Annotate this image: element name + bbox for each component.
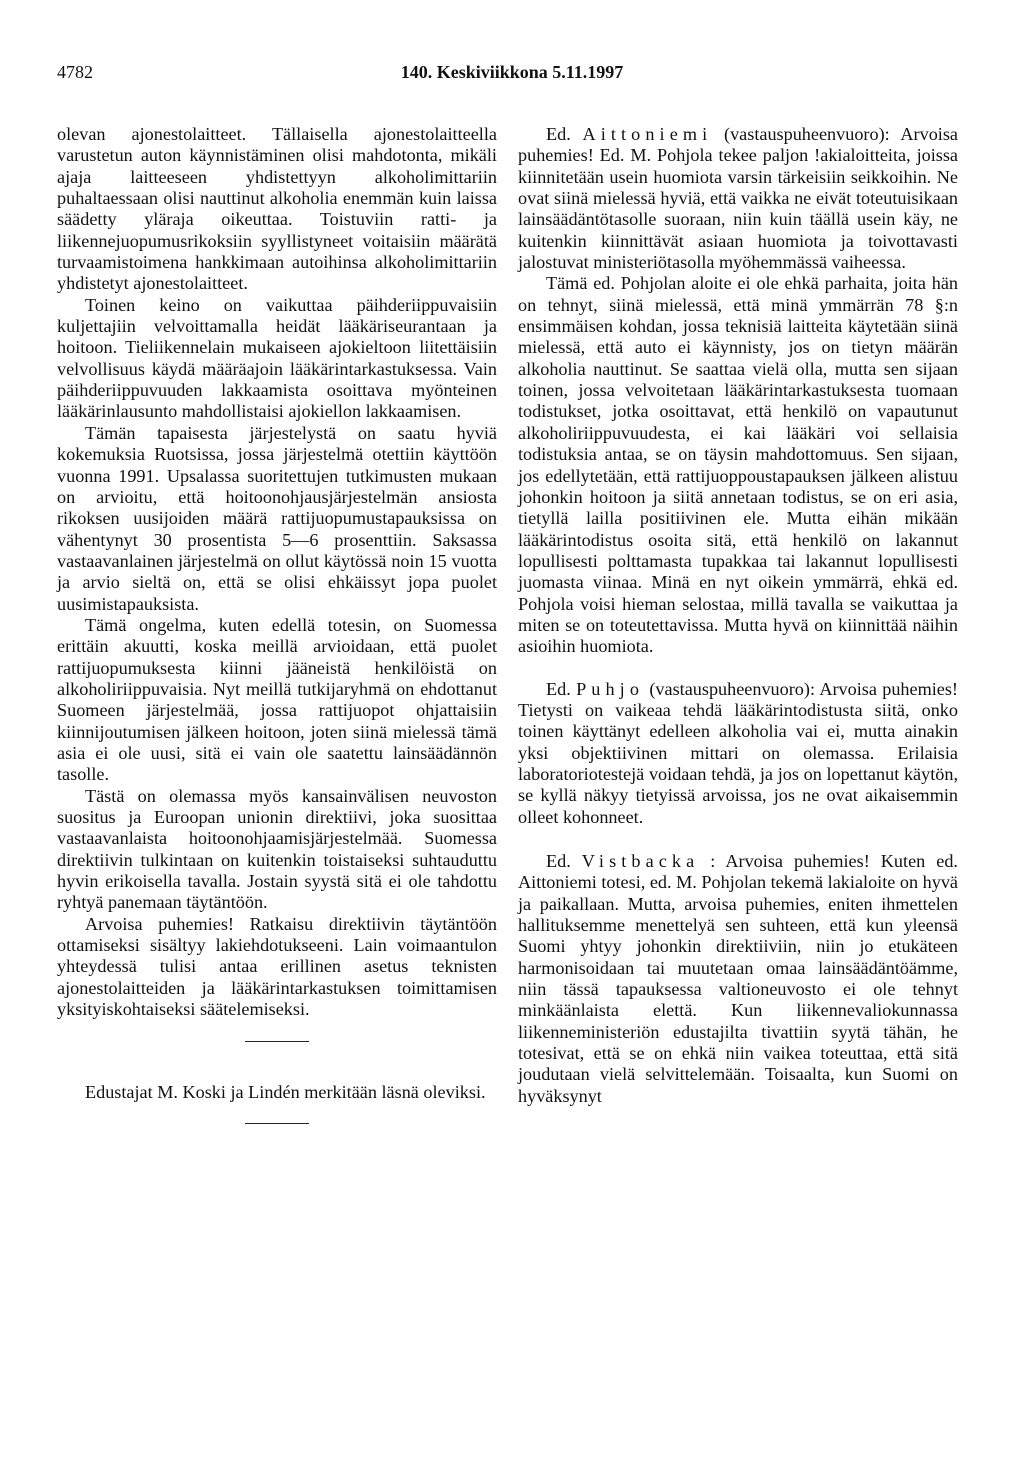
left-column bbox=[57, 124, 497, 1124]
speech-text: : Arvoisa puhemies! Kuten ed. Aittoniemi totesi, ed. M. Pohjolan tekemä lakialoite on hyvä ja paikallaan. Mutta, arvoisa puhemies, eniten ihmettelen hallituksemme menettelyä sen suhteen, että kun yleensä Suomi yhtyy johonkin direktiiviin, niin jo etukäteen harmonisoidaan tai muutetaan omaa lainsäädäntöämme, niin tässä tapauksessa valtioneuvosto ei ole tehnyt minkäänlaista elettä. Kun liikennevaliokunnassa liikenneministeriön edustajilta tivattiin syytä tähän, he totesivat, että se on ehkä niin vaikea toteuttaa, että sitä joudutaan vielä selvittelemään. Toisaalta, kun Suomi on hyväksynyt bbox=[518, 851, 958, 1106]
spacer bbox=[518, 658, 958, 679]
speech-text: (vastauspuheenvuoro): Arvoisa puhemies! Tietysti on vaikeaa tehdä lääkärintodistusta siitä, onko toinen käyttänyt edelleen alkoholia vai ei, mutta ainakin yksi objektiivinen mittari on olemassa. Erilaisia laboratoriotestejä voidaan tehdä, ja jos on lopettanut käytön, se kyllä näkyy tietyissä arvoissa, jos ne ovat aikaisemmin olleet kohonneet. bbox=[518, 678, 958, 827]
paragraph: Tämä ongelma, kuten edellä totesin, on Suomessa erittäin akuutti, koska meillä arvioidaan, että puolet rattijuopumuksesta kiinni jääneistä henkilöistä on alkoholiriippuvaisia. Nyt meillä tutkijaryhmä on ehdottanut Suomeen järjestelmää, jossa rattijuopot ohjattaisiin kiinnijoutumisen jälkeen hoitoon, joten siinä mielessä tämä asia ei ole uusi, sitä ei vain ole saatettu lainsäädännön tasolle. bbox=[57, 614, 497, 785]
paragraph: Tämä ed. Pohjolan aloite ei ole ehkä parhaita, joita hän on tehnyt, siinä mielessä, että minä ymmärrän 78 §:n ensimmäisen kohdan, jossa teknisiä laitteita käytetään siinä mielessä, että auto ei käynnisty, jos on tietyn määrän alkoholia nauttinut. Se saattaa vielä olla, mutta sen sijaan toinen, jossa velvoitetaan lääkärintarkastuksesta tuomaan todistukset, jotka osoittavat, että henkilö on vapautunut alkoholiriippuvuudesta, ei kai lääkäri voi sellaisia todistuksia antaa, se on täysin mahdottomuus. Sen sijaan, jos edellytetään, että rattijuoppoustapauksen jälkeen alistuu johonkin hoitoon ja siitä annetaan todistus, se on eri asia, tietyllä lailla positiivinen ele. Mutta eihän mikään lääkärintodistus osoita sitä, että henkilö on lakannut lopullisesti polttamasta tupakkaa tai lakannut lopullisesti juomasta viinaa. Minä en nyt oikein ymmärrä, ehkä ed. Pohjola voisi hieman selostaa, millä tavalla se vaikuttaa ja miten se on toteutettavissa. Mutta hyvä on kiinnittää näihin asioihin huomiota. bbox=[518, 273, 958, 657]
speech-puhjo bbox=[518, 679, 958, 828]
attendance-note: Edustajat M. Koski ja Lindén merkitään läsnä oleviksi. bbox=[85, 1082, 486, 1103]
speaker-name: Aittoniemi bbox=[582, 124, 713, 144]
speaker-prefix: Ed. bbox=[546, 124, 583, 144]
paragraph: olevan ajonestolaitteet. Tällaisella ajonestolaitteella varustetun auton käynnistäminen olisi mahdotonta, mikäli ajaja laitteeseen yhdistettyyn alkoholimittariin puhaltaessaan olisi nauttinut alkoholia enemmän kuin laissa säädetty yläraja oikeuttaa. Toistuviin ratti- ja liikennejuopumusrikoksiin syyllistyneet voitaisiin määrätä turvaamistoimena hankkimaan autoihinsa alkoholimittariin yhdistetyt ajonestolaitteet. bbox=[57, 124, 497, 294]
right-column bbox=[518, 124, 958, 1107]
speech-vistbacka bbox=[518, 851, 958, 1107]
speaker-prefix: Ed. bbox=[546, 851, 582, 871]
session-title: 140. Keskiviikkona 5.11.1997 bbox=[400, 62, 624, 82]
page-number: 4782 bbox=[57, 62, 93, 82]
paragraph: Arvoisa puhemies! Ratkaisu direktiivin täytäntöön ottamiseksi sisältyy lakiehdotukseeni. Lain voimaantulon yhteydessä tulisi antaa erillinen asetus teknisten ajonestolaitteiden ja lääkärintarkastuksen toimittamisen yksityiskohtaiseksi säätelemiseksi. bbox=[57, 913, 497, 1020]
paragraph: Tästä on olemassa myös kansainvälisen neuvoston suositus ja Euroopan unionin direktiivi, joka suosittaa vastaavanlaista hoitoonohjaamisjärjestelmää. Suomessa direktiivin tulkintaan on kuitenkin toistaiseksi suhtauduttu hyvin erikoisella tavalla. Jostain syystä sitä ei ole tahdottu ryhtyä panemaan täytäntöön. bbox=[57, 785, 497, 913]
page-header bbox=[57, 62, 967, 86]
section-divider bbox=[245, 1123, 309, 1124]
speaker-name: Puhjo bbox=[576, 678, 645, 699]
spacer bbox=[518, 828, 958, 851]
speaker-prefix: Ed. bbox=[546, 678, 577, 699]
paragraph: Tämän tapaisesta järjestelystä on saatu hyviä kokemuksia Ruotsissa, jossa järjestelmä otettiin käyttöön vuonna 1991. Upsalassa suoritettujen tutkimusten mukaan on arvioitu, että hoitoonohjausjärjestelmän ansiosta rikoksen uusijoiden määrä rattijuopumustapauksissa on vähentynyt 30 prosentista 5—6 prosenttiin. Saksassa vastaavanlainen järjestelmä on ollut käytössä noin 15 vuotta ja arvio sieltä on, että se olisi ehkäissyt jopa puolet uusimistapauksista. bbox=[57, 422, 497, 614]
paragraph: Toinen keino on vaikuttaa päihderiippuvaisiin kuljettajiin velvoittamalla heidät lääkäriseurantaan ja hoitoon. Tieliikennelain mukaiseen ajokieltoon liitettäisiin velvollisuus käydä määräajoin lääkärintarkastuksessa. Vain päihderiippuvuuden lakkaamista osoittava myönteinen lääkärinlausunto mahdollistaisi ajokiellon lakkaamisen. bbox=[57, 294, 497, 422]
section-divider bbox=[245, 1041, 309, 1042]
speech-aittoniemi bbox=[518, 124, 958, 273]
speaker-name: Vistbacka bbox=[581, 851, 700, 871]
speech-text: (vastauspuheenvuoro): Arvoisa puhemies! Ed. M. Pohjola tekee paljon !akialoitteita, joissa kiinnitetään usein huomiota varsin tärkeisiin seikkoihin. Ne ovat siinä mielessä hyviä, että vaikka ne eivät toteutuisikaan lainsäädäntötasolle suoraan, niin kuin täällä usein käy, ne kuitenkin kiinnittävät asiaan huomiota ja toivottavasti jalostuvat ministeriötasolla myöhemmässä vaiheessa. bbox=[518, 124, 958, 273]
